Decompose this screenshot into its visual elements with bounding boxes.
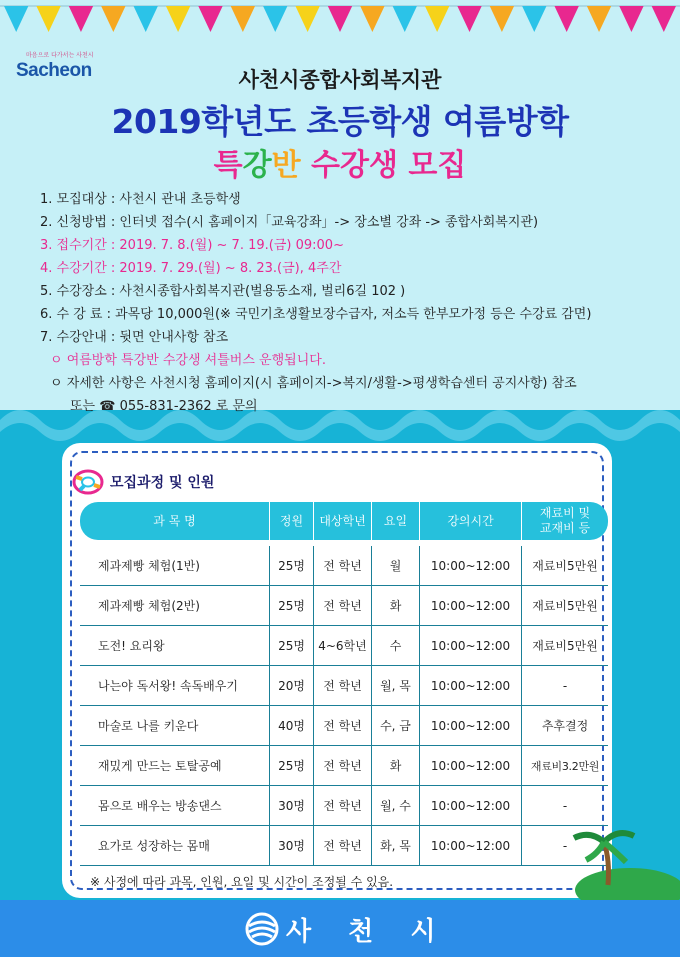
cell-course: 재밌게 만드는 토탈공예 [80, 746, 270, 786]
pennant-flag [134, 6, 158, 32]
header-fee [522, 502, 608, 540]
cell-grade: 전 학년 [314, 786, 372, 826]
cell-grade: 전 학년 [314, 706, 372, 746]
table-header-row [80, 502, 608, 540]
cell-course: 몸으로 배우는 방송댄스 [80, 786, 270, 826]
cell-time: 10:00~12:00 [420, 706, 522, 746]
pennant-flag [4, 6, 28, 32]
info-contact: 또는 ☎ 055-831-2362 로 문의 [70, 399, 258, 414]
table-row [80, 706, 608, 746]
cell-time: 10:00~12:00 [420, 666, 522, 706]
info-list [40, 188, 660, 418]
cell-capacity: 25명 [270, 546, 314, 586]
footer-city-name: 사 천 시 [286, 917, 450, 947]
pennant-flag [457, 6, 481, 32]
cell-course: 도전! 요리왕 [80, 626, 270, 666]
cell-capacity: 30명 [270, 786, 314, 826]
header-capacity: 정원 [270, 502, 314, 540]
cell-fee: - [522, 666, 608, 706]
subtitle-char: 모 [408, 148, 438, 183]
info-target: 1. 모집대상 : 사천시 관내 초등학생 [40, 192, 241, 207]
cell-fee: - [522, 826, 608, 866]
cell-grade: 4~6학년 [314, 626, 372, 666]
palm-island-icon [560, 820, 680, 900]
cell-time: 10:00~12:00 [420, 626, 522, 666]
pennant-flag [231, 6, 255, 32]
pennant-flag [425, 6, 449, 32]
logo-text: Sacheon [16, 60, 92, 81]
cell-fee: 재료비3.2만원 [522, 746, 608, 786]
pennant-flag [36, 6, 60, 32]
cell-course: 제과제빵 체험(1반) [80, 546, 270, 586]
info-method: 2. 신청방법 : 인터넷 접수(시 홈페이지「교육강좌」-> 장소별 강좌 -> 종합사회복지관) [40, 215, 539, 230]
pennant-flag [587, 6, 611, 32]
subtitle-char: 수 [311, 148, 340, 183]
pennant-flag [166, 6, 190, 32]
table-row [80, 826, 608, 866]
subtitle-char: 반 [271, 148, 301, 183]
cell-course: 요가로 성장하는 몸매 [80, 826, 270, 866]
subtitle-char: 강 [340, 148, 369, 183]
cell-fee: 추후결정 [522, 706, 608, 746]
pennant-flag [554, 6, 578, 32]
header-day: 요일 [372, 502, 420, 540]
pennant-flag [101, 6, 125, 32]
info-guide: 7. 수강안내 : 뒷면 안내사항 참조 [40, 330, 229, 345]
table-body [80, 540, 608, 866]
pennant-flag [69, 6, 93, 32]
cell-grade: 전 학년 [314, 746, 372, 786]
cell-grade: 전 학년 [314, 826, 372, 866]
cell-capacity: 20명 [270, 666, 314, 706]
cell-time: 10:00~12:00 [420, 826, 522, 866]
cell-fee: 재료비5만원 [522, 626, 608, 666]
cell-capacity: 25명 [270, 586, 314, 626]
pennant-flag [490, 6, 514, 32]
sacheon-emblem-icon [244, 912, 280, 946]
header-course: 과 목 명 [80, 502, 270, 540]
cell-grade: 전 학년 [314, 666, 372, 706]
cell-day: 수, 금 [372, 706, 420, 746]
pennant-flag [652, 6, 676, 32]
subtitle-char [301, 148, 311, 183]
cell-time: 10:00~12:00 [420, 586, 522, 626]
header-fee-line1: 재료비 및 [539, 506, 591, 520]
subtitle-char: 집 [437, 148, 467, 183]
cell-time: 10:00~12:00 [420, 786, 522, 826]
cell-time: 10:00~12:00 [420, 746, 522, 786]
subtitle-char [398, 148, 408, 183]
subtitle-char: 특 [213, 148, 243, 183]
info-apply-period: 3. 접수기간 : 2019. 7. 8.(월) ~ 7. 19.(금) 09:00~ [40, 238, 344, 253]
info-details: ㅇ 자세한 사항은 사천시청 홈페이지(시 홈페이지->복지/생활->평생학습센터 공지사항) 참조 [50, 376, 577, 391]
pennant-banner [0, 0, 680, 40]
cell-fee: - [522, 786, 608, 826]
info-course-period: 4. 수강기간 : 2019. 7. 29.(월) ~ 8. 23.(금), 4주간 [40, 261, 342, 276]
table-row [80, 586, 608, 626]
header-fee-line2: 교재비 등 [539, 521, 591, 535]
cell-course: 나는야 독서왕! 속독배우기 [80, 666, 270, 706]
cell-capacity: 25명 [270, 626, 314, 666]
swim-ring-icon [72, 468, 104, 496]
table-row [80, 666, 608, 706]
pennant-flag [263, 6, 287, 32]
footer-bar [0, 900, 680, 957]
cell-course: 제과제빵 체험(2반) [80, 586, 270, 626]
info-location: 5. 수강장소 : 사천시종합사회복지관(벌용동소재, 벌리6길 102 ) [40, 284, 406, 299]
cell-day: 월 [372, 546, 420, 586]
cell-grade: 전 학년 [314, 586, 372, 626]
cell-capacity: 40명 [270, 706, 314, 746]
section-title-text: 모집과정 및 인원 [110, 475, 215, 491]
table-note: ※ 사정에 따라 과목, 인원, 요일 및 시간이 조정될 수 있음. [90, 875, 394, 889]
subtitle-char: 강 [242, 148, 272, 183]
cell-grade: 전 학년 [314, 546, 372, 586]
header-grade: 대상학년 [314, 502, 372, 540]
pennant-flag [393, 6, 417, 32]
pennant-flag [360, 6, 384, 32]
subtitle [0, 140, 680, 184]
logo-tagline: 마음으로 다가서는 사천시 [26, 52, 94, 59]
course-table [80, 502, 608, 866]
subtitle-char: 생 [368, 148, 398, 183]
table-row [80, 746, 608, 786]
main-title: 2019학년도 초등학생 여름방학 [111, 102, 569, 141]
table-row [80, 626, 608, 666]
organization-title: 사천시종합사회복지관 [238, 68, 442, 92]
pennant-flag [295, 6, 319, 32]
pennant-flag [328, 6, 352, 32]
cell-day: 수 [372, 626, 420, 666]
cell-day: 월, 목 [372, 666, 420, 706]
cell-fee: 재료비5만원 [522, 546, 608, 586]
cell-time: 10:00~12:00 [420, 546, 522, 586]
cell-fee: 재료비5만원 [522, 586, 608, 626]
cell-capacity: 25명 [270, 746, 314, 786]
cell-day: 화 [372, 746, 420, 786]
cell-capacity: 30명 [270, 826, 314, 866]
info-fee: 6. 수 강 료 : 과목당 10,000원(※ 국민기초생활보장수급자, 저소득 한부모가정 등은 수강료 감면) [40, 307, 592, 322]
table-row [80, 786, 608, 826]
cell-day: 화 [372, 586, 420, 626]
table-row [80, 546, 608, 586]
cell-course: 마술로 나를 키운다 [80, 706, 270, 746]
pennant-flag [198, 6, 222, 32]
pennant-flag [619, 6, 643, 32]
pennant-flag [522, 6, 546, 32]
header-time: 강의시간 [420, 502, 522, 540]
info-shuttle: ㅇ 여름방학 특강반 수강생 셔틀버스 운행됩니다. [50, 353, 326, 368]
cell-day: 월, 수 [372, 786, 420, 826]
cell-day: 화, 목 [372, 826, 420, 866]
